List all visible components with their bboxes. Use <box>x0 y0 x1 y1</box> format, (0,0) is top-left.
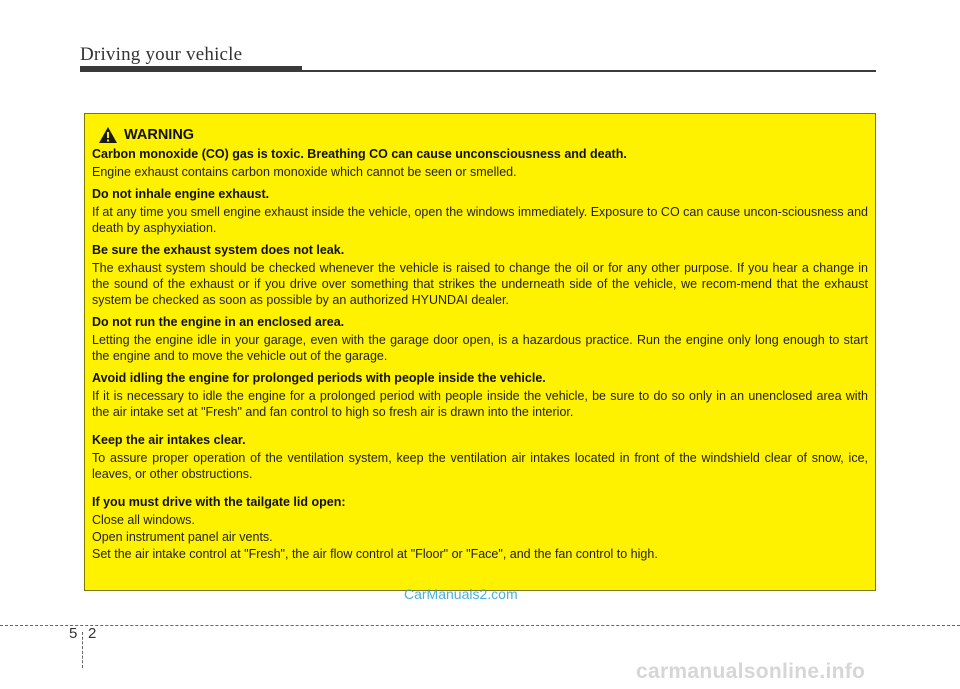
watermark-bottom: carmanualsonline.info <box>636 660 866 683</box>
tailgate-line: Close all windows. <box>92 513 195 527</box>
chapter-number: 5 <box>69 625 78 642</box>
tailgate-line: Open instrument panel air vents. <box>92 530 273 544</box>
warning-intro-text: Engine exhaust contains carbon monoxide which cannot be seen or smelled. <box>92 165 517 179</box>
section-heading: Avoid idling the engine for prolonged periods with people inside the vehicle. <box>92 371 546 385</box>
warning-box <box>84 113 876 591</box>
section-text: The exhaust system should be checked whenever the vehicle is raised to change the oil or for any other purpose. If you hear a change in the sound of the exhaust or if you drive over something that strikes the underneath side of the vehicle, we recom-mend that the exhaust system be checked as soon as possible by an authorized HYUNDAI dealer. <box>92 261 868 307</box>
tailgate-heading: If you must drive with the tailgate lid open: <box>92 495 346 509</box>
section-text: Letting the engine idle in your garage, even with the garage door open, is a hazardous practice. Run the engine only long enough to start the engine and to move the vehicle out of the garage. <box>92 333 868 363</box>
section-heading: Be sure the exhaust system does not leak. <box>92 243 345 257</box>
page-number: 2 <box>88 625 97 642</box>
warning-section <box>92 432 868 482</box>
warning-section <box>92 314 868 364</box>
warning-section <box>92 186 868 236</box>
footer-vertical-rule <box>82 632 83 668</box>
page-header-title: Driving your vehicle <box>80 44 243 65</box>
header-rule-thick <box>80 66 302 72</box>
section-heading: Do not run the engine in an enclosed area. <box>92 315 345 329</box>
warning-heading <box>98 124 868 146</box>
section-text: If it is necessary to idle the engine for a prolonged period with people inside the vehicle, be sure to do so only in an unenclosed area with the air intake set at "Fresh" and fan control to high so fresh air is drawn into the interior. <box>92 389 868 419</box>
section-heading: Keep the air intakes clear. <box>92 433 246 447</box>
warning-section <box>92 242 868 308</box>
watermark-top: CarManuals2.com <box>404 586 518 602</box>
warning-title: WARNING <box>124 127 195 143</box>
footer-dashed-rule <box>0 625 960 626</box>
section-heading: Do not inhale engine exhaust. <box>92 187 270 201</box>
warning-section <box>92 370 868 420</box>
warning-triangle-icon <box>98 126 118 144</box>
section-text: To assure proper operation of the ventilation system, keep the ventilation air intakes located in front of the windshield clear of snow, ice, leaves, or other obstructions. <box>92 451 868 481</box>
header-rule-thin <box>302 70 876 72</box>
section-text: If at any time you smell engine exhaust inside the vehicle, open the windows immediately. Exposure to CO can cause uncon-sciousness and death by asphyxiation. <box>92 205 868 235</box>
warning-intro-bold: Carbon monoxide (CO) gas is toxic. Breathing CO can cause unconsciousness and death. <box>92 147 627 161</box>
tailgate-line: Set the air intake control at "Fresh", the air flow control at "Floor" or "Face", and the fan control to high. <box>92 547 658 561</box>
tailgate-section <box>92 494 868 562</box>
